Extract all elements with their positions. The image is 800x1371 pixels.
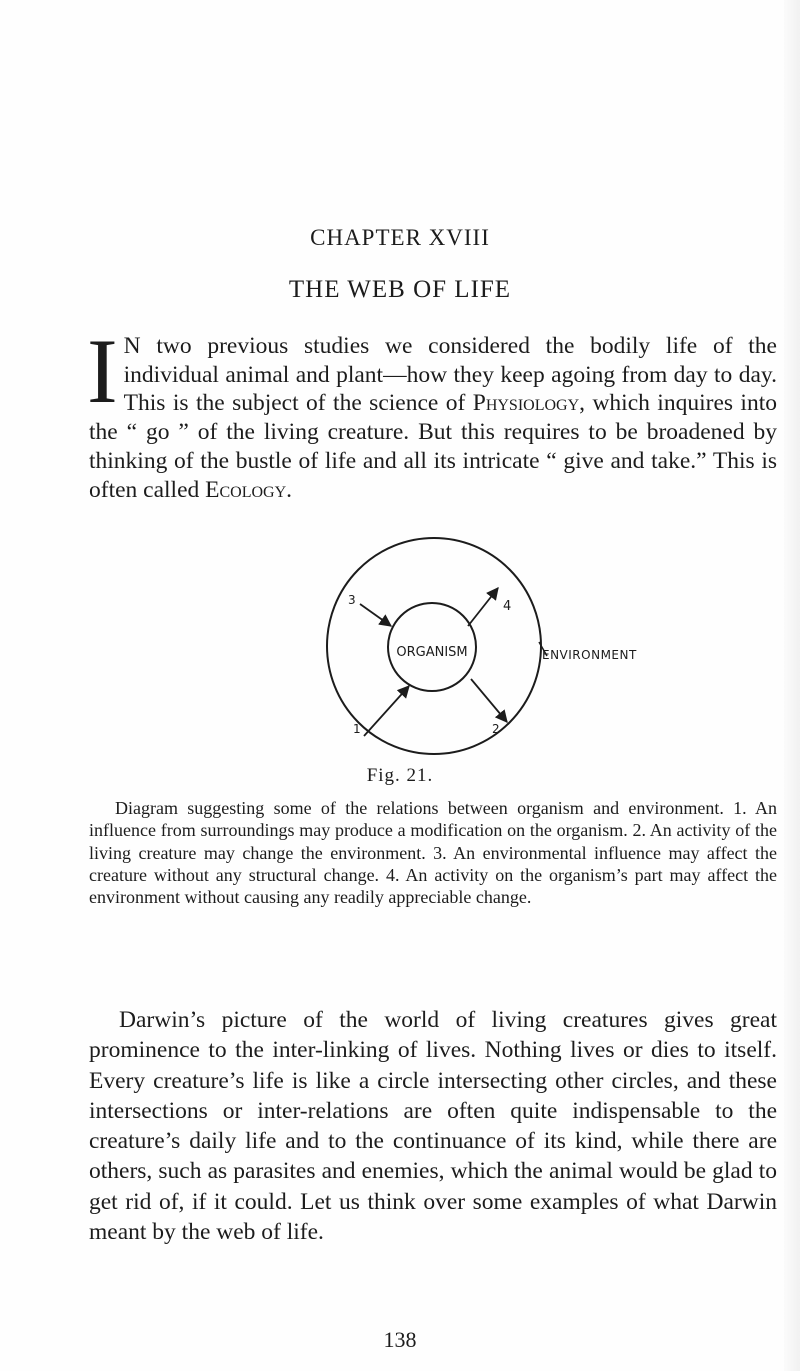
intro-paragraph: [87, 320, 777, 504]
arrow-4: [468, 588, 498, 626]
page-edge-shadow: [784, 0, 800, 1371]
arrow-2: [471, 679, 507, 722]
arrow-3: [360, 604, 391, 626]
intro-text-1: N two previous studies we considered the bodily life of the individual animal and plant—how they keep agoing from day to day. This is the subject of the science of: [123, 333, 777, 417]
term-ecology: Ecology: [205, 476, 287, 503]
arrow-1: [364, 686, 409, 736]
drop-cap: I: [87, 320, 118, 422]
arrow-1-label: 1: [353, 722, 361, 736]
page-number: 138: [383, 1327, 417, 1352]
term-physiology: Physiology: [472, 390, 580, 417]
organism-label: ORGANISM: [396, 645, 468, 660]
environment-label: ENVIRONMENT: [542, 648, 637, 662]
intro-text-2: , which inquires into the “ go ” of the living creature. But this requires to be broadened by thinking of the bustle of life and all its intricate “ give and take.” This is often called: [89, 390, 777, 503]
figure-description: Diagram suggesting some of the relations between organism and environment. 1. An influence from surroundings may produce a modification on the organism. 2. An activity of the living creature may change the environment. 3. An environmental influence may affect the creature without any structural change. 4. An activity on the organism’s part may affect the environment without causing any readily appreciable change.: [89, 798, 777, 908]
organism-environment-diagram: [325, 532, 725, 772]
chapter-number: CHAPTER XVIII: [310, 225, 490, 250]
figure-caption: Fig. 21.: [366, 765, 434, 786]
intro-text-3: .: [286, 476, 293, 503]
arrow-3-label: 3: [348, 593, 356, 607]
arrow-2-label: 2: [492, 722, 500, 736]
chapter-title: THE WEB OF LIFE: [288, 276, 512, 303]
diagram-svg: [325, 532, 725, 772]
body-paragraph: Darwin’s picture of the world of living creatures gives great prominence to the inter-linking of lives. Nothing lives or dies to itself. Every creature’s life is like a circle intersecting other circles, and these intersections or inter-relations are often quite indispensable to the creature’s daily life and to the continuance of its kind, while there are others, such as parasites and enemies, which the animal would be glad to get rid of, if it could. Let us think over some examples of what Darwin meant by the web of life.: [89, 1007, 777, 1246]
arrow-4-label: 4: [503, 599, 512, 614]
